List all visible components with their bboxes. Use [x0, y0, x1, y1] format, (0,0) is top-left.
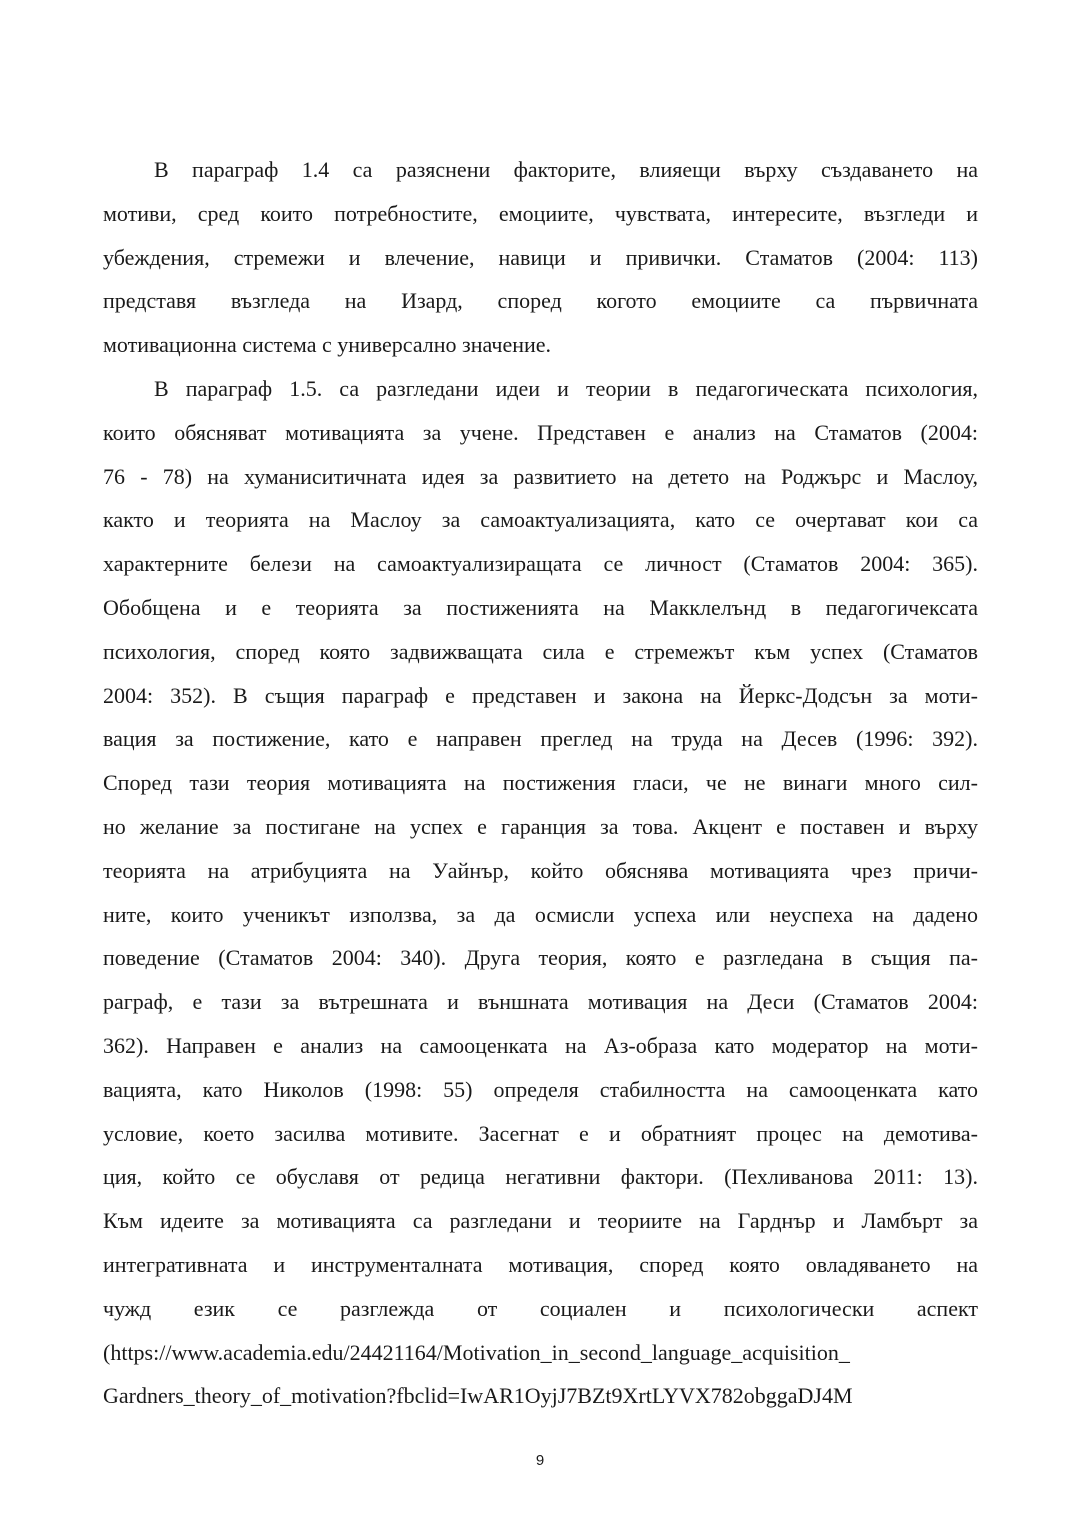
text-line: (https://www.academia.edu/24421164/Motivation_in_second_language_acquisition_	[103, 1339, 850, 1365]
text-line: вация за постижение, като е направен преглед на труда на Десев (1996: 392).	[103, 726, 978, 752]
text-line: В параграф 1.5. са разгледани идеи и теории в педагогическата психология,	[154, 375, 978, 401]
text-line: 2004: 352). В същия параграф е представен и закона на Йеркс-Додсън за моти-	[103, 682, 978, 708]
page-number: 9	[535, 1452, 545, 1469]
text-line: теорията на атрибуцията на Уайнър, който обяснява мотивацията чрез причи-	[103, 857, 978, 883]
text-line: както и теорията на Маслоу за самоактуализацията, като се очертават кои са	[103, 507, 978, 533]
text-line: които обясняват мотивацията за учене. Представен е анализ на Стаматов (2004:	[103, 419, 978, 445]
text-line: условие, което засилва мотивите. Засегнат е и обратният процес на демотива-	[103, 1120, 978, 1146]
text-line: поведение (Стаматов 2004: 340). Друга теория, която е разгледана в същия па-	[103, 945, 978, 971]
text-line: чужд език се разглежда от социален и психологически аспект	[103, 1295, 978, 1321]
text-line: 362). Направен е анализ на самооценката на Аз-образа като модератор на моти-	[103, 1032, 978, 1058]
text-line: В параграф 1.4 са разяснени факторите, влияещи върху създаването на	[154, 157, 978, 182]
paragraph-1	[103, 148, 978, 367]
text-line: психология, според която задвижващата сила е стремежът към успех (Стаматов	[103, 638, 978, 664]
document-page	[103, 148, 978, 1418]
text-line: мотиви, сред които потребностите, емоциите, чувствата, интересите, възгледи и	[103, 200, 978, 226]
text-line: раграф, е тази за вътрешната и външната мотивация на Деси (Стаматов 2004:	[103, 989, 978, 1015]
text-line: Обобщена и е теорията за постиженията на Макклелънд в педагогичексата	[103, 594, 978, 620]
text-line: но желание за постигане на успех е гаранция за това. Акцент е поставен и върху	[103, 813, 978, 839]
text-line: 76 - 78) на хуманиситичната идея за развитието на детето на Роджърс и Маслоу,	[103, 463, 978, 489]
text-line: Gardners_theory_of_motivation?fbclid=IwAR1OyjJ7BZt9XrtLYVX782obggaDJ4M	[103, 1383, 853, 1409]
text-line: мотивационна система с универсално значение.	[103, 332, 552, 358]
text-line: Според тази теория мотивацията на постижения гласи, че не винаги много сил-	[103, 770, 978, 796]
text-line: Към идеите за мотивацията са разгледани и теориите на Гарднър и Ламбърт за	[103, 1208, 978, 1234]
text-line: ните, които ученикът използва, за да осмисли успеха или неуспеха на дадено	[103, 901, 978, 927]
text-line: представя възгледа на Изард, според когото емоциите са първичната	[103, 288, 978, 314]
text-line: характерните белези на самоактуализиращата се личност (Стаматов 2004: 365).	[103, 551, 978, 577]
text-line: убеждения, стремежи и влечение, навици и привички. Стаматов (2004: 113)	[103, 244, 978, 270]
text-line: интегративната и инструменталната мотивация, според която овладяването на	[103, 1251, 978, 1277]
text-line: ция, който се обуславя от редица негативни фактори. (Пехливанова 2011: 13).	[103, 1164, 978, 1190]
paragraph-2	[103, 367, 978, 1418]
text-line: вацията, като Николов (1998: 55) определя стабилността на самооценката като	[103, 1076, 978, 1102]
